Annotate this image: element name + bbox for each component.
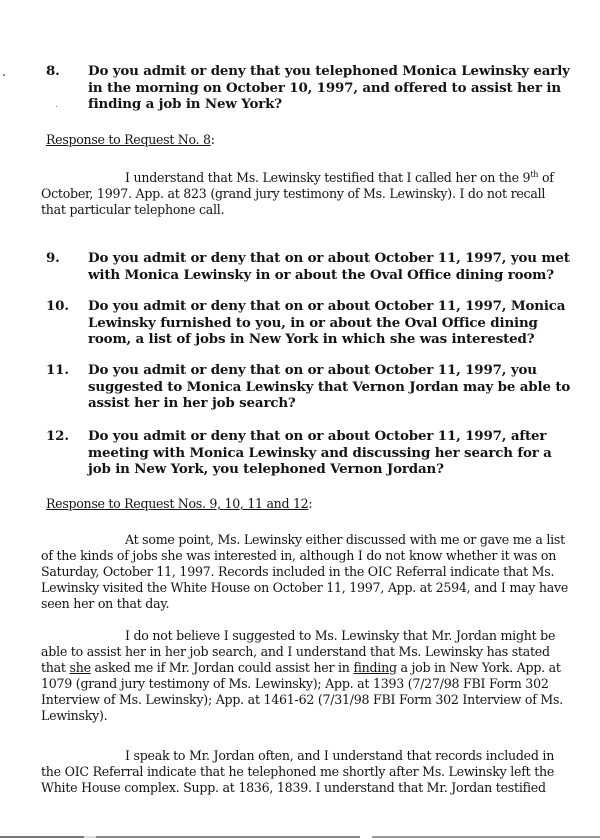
paragraph-text: At some point, Ms. Lewinsky either discussed with me or gave me a list of the kinds of jobs she was interested in, although I do not know whether it was on Saturday, October 11, 1997. Records included in the OIC Referral indicate that Ms. Lewinsky visited the White House on October 11, 1997, App. at 2594, and I may have seen her on that day. bbox=[41, 532, 569, 611]
request-text: Do you admit or deny that you telephoned Monica Lewinsky early in the morning on October 10, 1997, and offered to assist her in finding a job in New York? bbox=[88, 63, 570, 112]
superscript: th bbox=[530, 169, 539, 179]
response-heading-9-12 bbox=[46, 496, 312, 511]
paragraph-text: of October, 1997. App. at 823 (grand jury testimony of Ms. Lewinsky). I do not recall that particular telephone call. bbox=[41, 170, 554, 217]
request-number: 8. bbox=[46, 63, 60, 79]
emphasis-she: she bbox=[69, 659, 91, 675]
scan-edge-line bbox=[0, 836, 600, 838]
request-9 bbox=[46, 250, 576, 283]
request-text: Do you admit or deny that on or about October 11, 1997, you suggested to Monica Lewinsky that Vernon Jordan may be able to assist her in her job search? bbox=[88, 362, 571, 411]
response-8-paragraph bbox=[41, 170, 571, 218]
request-number: 10. bbox=[46, 298, 69, 314]
heading-text: Response to Request Nos. 9, 10, 11 and 12 bbox=[46, 496, 309, 511]
request-11 bbox=[46, 362, 576, 412]
request-8 bbox=[46, 63, 576, 113]
request-text: Do you admit or deny that on or about October 11, 1997, Monica Lewinsky furnished to you, in or about the Oval Office dining room, a list of jobs in New York in which she was interested? bbox=[88, 298, 566, 347]
paragraph-text: I do not believe I suggested to Ms. Lewinsky that Mr. Jordan might be able to assist her in her job search, and I understand that Ms. Lewinsky has stated that bbox=[41, 628, 556, 675]
response-9-12-paragraph-3 bbox=[41, 748, 571, 796]
paragraph-text: I speak to Mr. Jordan often, and I understand that records included in the OIC Referral indicate that he telephoned me shortly after Ms. Lewinsky left the White House complex. Supp. at 1836, 1839. I understand that Mr. Jordan testified bbox=[41, 748, 555, 795]
request-10 bbox=[46, 298, 576, 348]
heading-colon: : bbox=[210, 132, 215, 147]
heading-text: Response to Request No. 8 bbox=[46, 132, 211, 147]
response-9-12-paragraph-1 bbox=[41, 532, 571, 612]
scan-speck bbox=[3, 74, 5, 76]
request-number: 11. bbox=[46, 362, 69, 378]
paragraph-text: a job in New York. App. at 1079 (grand jury testimony of Ms. Lewinsky); App. at 1393 (7/27/98 FBI Form 302 Interview of Ms. Lewinsky); App. at 1461-62 (7/31/98 FBI Form 302 Interview of Ms. Lewinsky). bbox=[41, 659, 564, 723]
request-number: 12. bbox=[46, 428, 69, 444]
request-text: Do you admit or deny that on or about October 11, 1997, you met with Monica Lewinsky in or about the Oval Office dining room? bbox=[88, 250, 570, 283]
heading-colon: : bbox=[308, 496, 313, 511]
request-12 bbox=[46, 428, 576, 478]
response-9-12-paragraph-2 bbox=[41, 628, 571, 723]
request-number: 9. bbox=[46, 250, 60, 266]
request-text: Do you admit or deny that on or about October 11, 1997, after meeting with Monica Lewinsky and discussing her search for a job in New York, you telephoned Vernon Jordan? bbox=[88, 428, 552, 477]
paragraph-text: I understand that Ms. Lewinsky testified that I called her on the 9 bbox=[125, 170, 531, 185]
response-heading-8 bbox=[46, 132, 215, 147]
paragraph-text: asked me if Mr. Jordan could assist her in bbox=[90, 659, 354, 675]
emphasis-finding: finding bbox=[353, 659, 397, 675]
